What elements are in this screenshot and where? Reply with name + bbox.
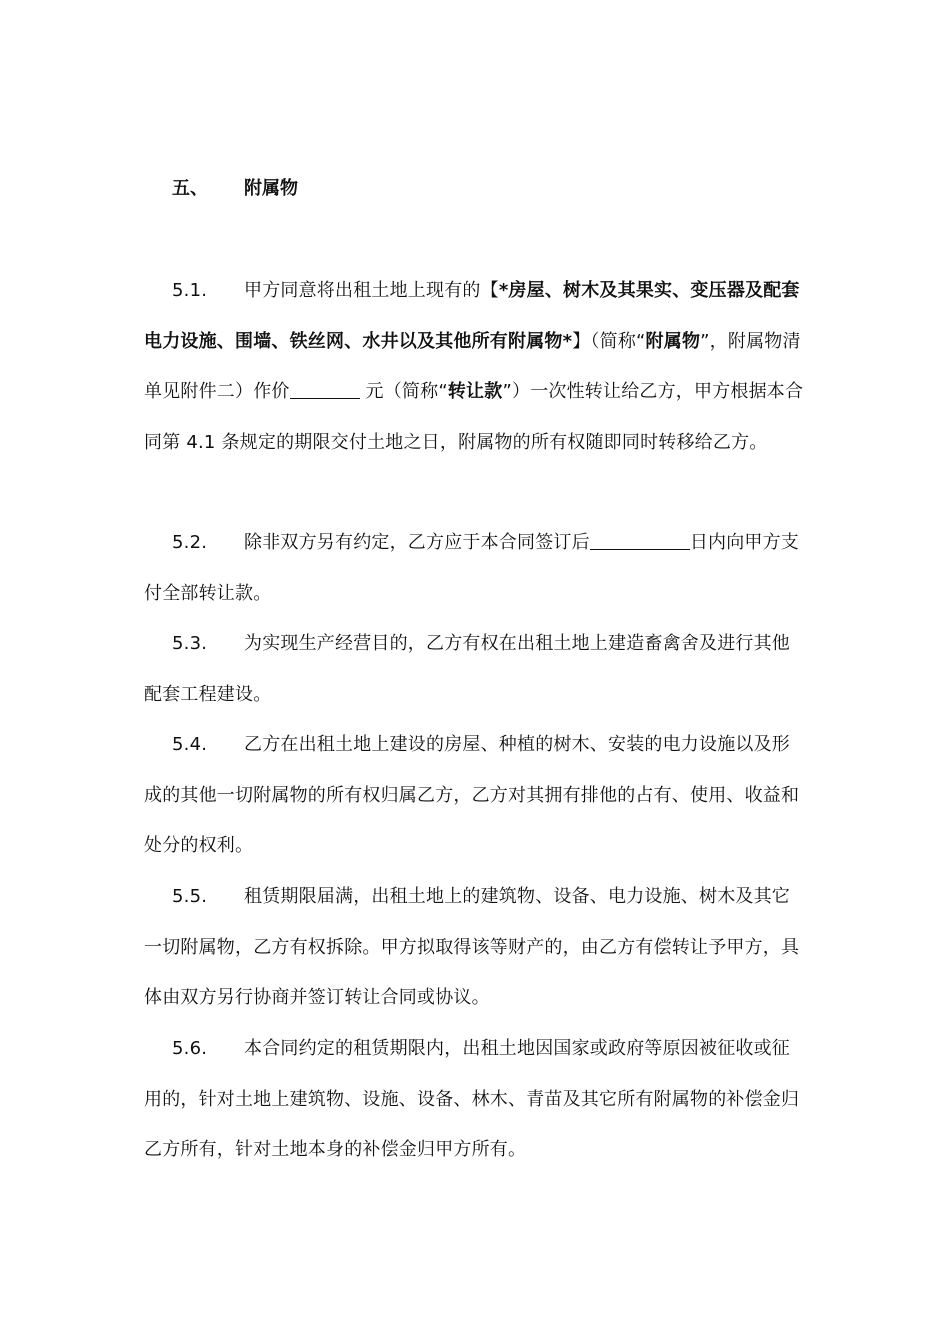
clause-text: 除非双方另有约定，乙方应于本合同签订后 — [244, 532, 590, 553]
clause-number: 5.4. — [172, 734, 208, 755]
clause-5-6 — [144, 1024, 808, 1176]
term-attachments: 附属物 — [645, 330, 701, 352]
clause-5-1 — [144, 266, 808, 468]
clause-text: 日内向甲方支付全部转让款。 — [144, 532, 800, 604]
section-heading — [172, 176, 298, 202]
clause-text: ”，附属物清单见附件二）作价 — [144, 330, 801, 402]
clause-text: 租赁期限届满，出租土地上的建筑物、设备、电力设施、树木及其它一切附属物，乙方有权拆除。甲方拟取得该等财产的，由乙方有偿转让予甲方，具体由双方另行协商并签订转让合同或协议。 — [144, 886, 800, 1008]
clause-5-2 — [144, 518, 808, 619]
days-blank-line — [590, 529, 690, 550]
clause-number: 5.2. — [172, 532, 208, 553]
clause-number: 5.3. — [172, 633, 208, 654]
clause-text: 】（简称“ — [572, 330, 646, 352]
clause-5-3 — [144, 619, 808, 720]
clause-5-4 — [144, 720, 808, 872]
clause-text: ”）一次性转让给乙方，甲方根据本合同第 4.1 条规定的期限交付土地之日，附属物的所有权随即同时转移给乙方。 — [144, 381, 804, 453]
clause-text: 元（简称“ — [365, 381, 448, 402]
clause-number: 5.1. — [172, 280, 208, 301]
clause-5-5 — [144, 872, 808, 1024]
section-number: 五、 — [172, 178, 208, 199]
clause-text: 甲方同意将出租土地上现有的【 — [244, 280, 499, 301]
price-blank-line — [290, 378, 360, 399]
section-title: 附属物 — [244, 178, 298, 199]
term-transfer-payment: 转让款 — [447, 381, 503, 402]
clause-text-bold: *房屋、树木及其果实、变压器及配套电力设施、围墙、铁丝网、水井以及其他所有附属物* — [144, 280, 800, 352]
clause-text: 乙方在出租土地上建设的房屋、种植的树木、安装的电力设施以及形成的其他一切附属物的所有权归属乙方，乙方对其拥有排他的占有、使用、收益和处分的权利。 — [144, 734, 800, 856]
clause-text: 为实现生产经营目的，乙方有权在出租土地上建造畜禽舍及进行其他配套工程建设。 — [144, 633, 790, 705]
clause-number: 5.6. — [172, 1038, 208, 1059]
clause-number: 5.5. — [172, 886, 208, 907]
clause-text: 本合同约定的租赁期限内，出租土地因国家或政府等原因被征收或征用的，针对土地上建筑物、设施、设备、林木、青苗及其它所有附属物的补偿金归乙方所有，针对土地本身的补偿金归甲方所有。 — [144, 1038, 800, 1160]
